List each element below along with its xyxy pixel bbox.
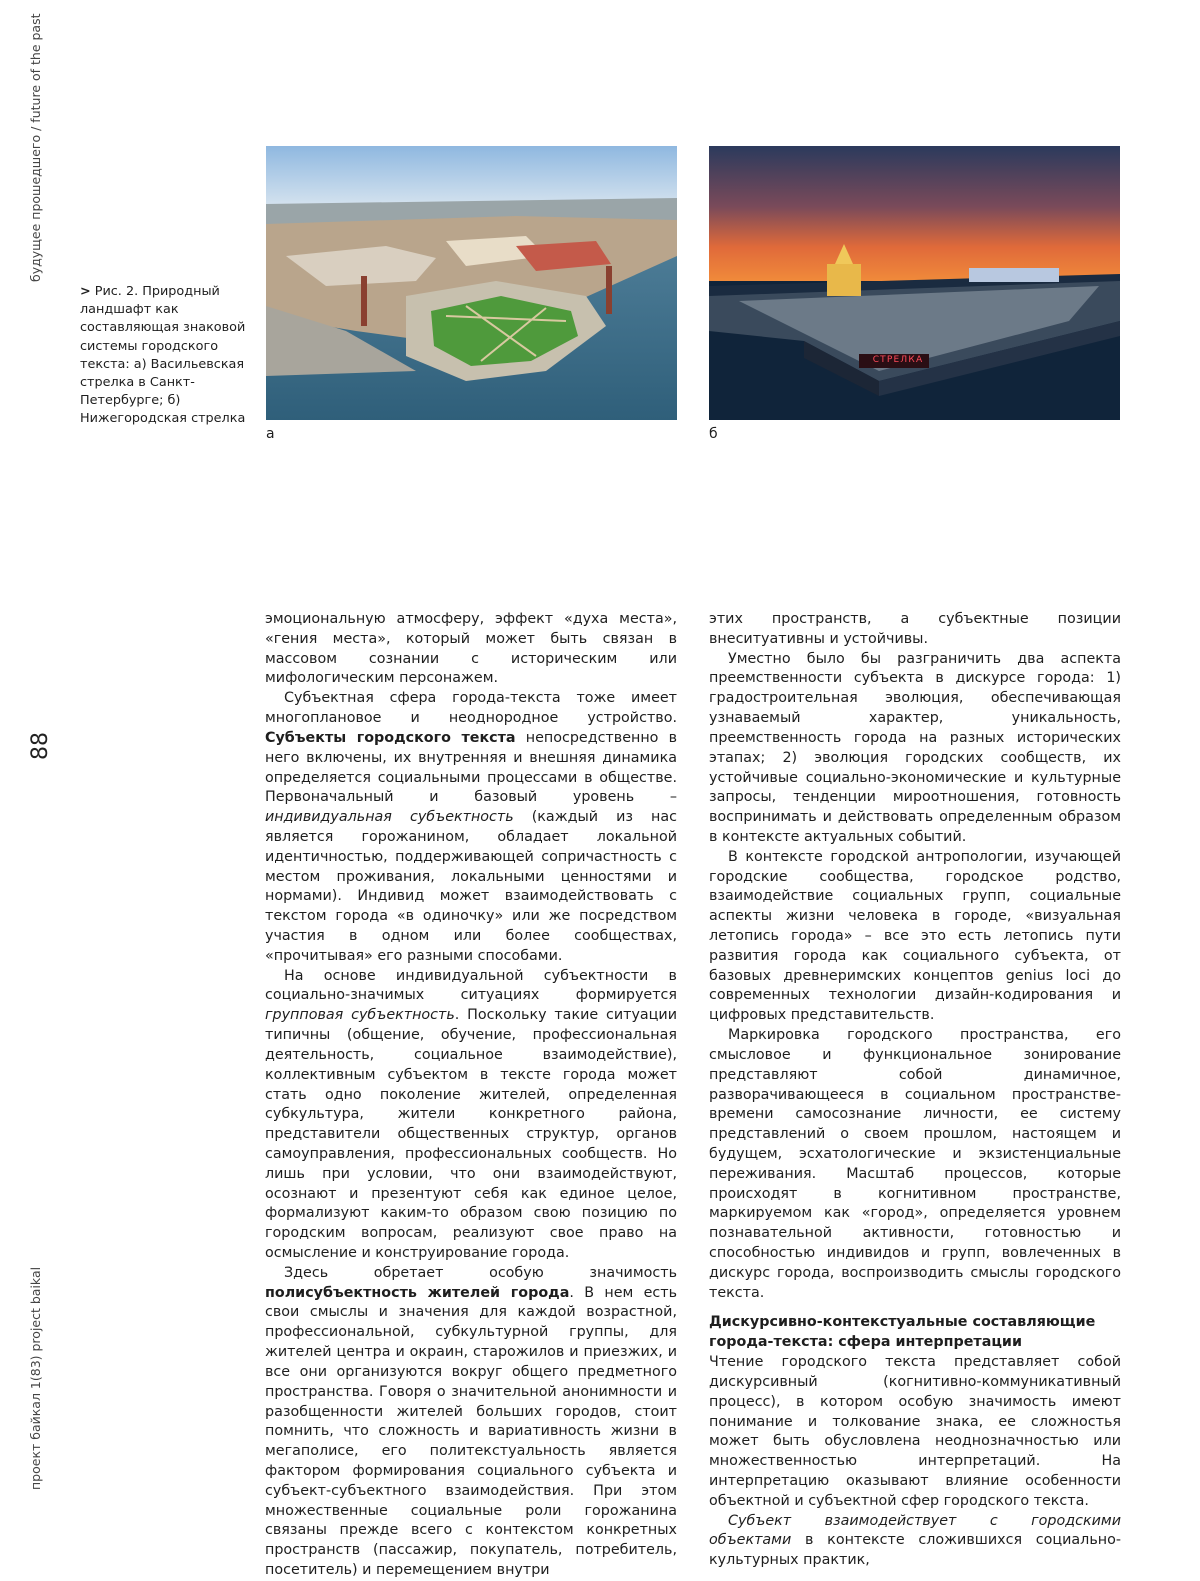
- paragraph: Уместно было бы разграничить два аспекта преемственности субъекта в дискурсе города: 1) градостроительная эволюция, обеспечивающая узнаваемый характер, уникальность, преемственность города на разных исторических этапах; 2) эволюция городских сообществ, их устойчивые социально-экономические и культурные запросы, тенденции мироотношения, готовность воспринимать и действовать определенным образом в контексте актуальных событий.: [709, 650, 1121, 845]
- photo-nizhny-novgorod-spit: [709, 146, 1120, 420]
- strelka-sign: СТРЕЛКА: [872, 355, 924, 365]
- article-column-right: [709, 610, 1121, 1571]
- photo-label-b: б: [709, 426, 718, 442]
- photo-vasilievsky-spit: [266, 146, 677, 420]
- paragraph: эмоциональную атмосферу, эффект «духа места», «гения места», который может быть связан в массовом сознании с историческим или мифологическим персонажем.: [265, 611, 677, 687]
- page-number: 88: [28, 732, 53, 760]
- paragraph: В контексте городской антропологии, изучающей городские сообщества, городское родство, взаимодействие социальных групп, социальные аспекты жизни человека в городе, «визуальная летопись города» – все это есть летопись пути развития города как социального субъекта, от базовых древнеримских концептов genius loci до современных технологии дизайн-кодирования и цифровых представительств.: [709, 848, 1121, 1024]
- article-column-left: [265, 610, 677, 1581]
- paragraph: Чтение городского текста представляет собой дискурсивный (когнитивно-коммуникативный процесс), в котором особую значимость имеют понимание и толкование знака, ее сложностья может быть обусловлена неоднозначностью или множественностью интерпретаций. На интерпретацию оказывают влияние особенности объектной и субъектной сфер городского текста.: [709, 1354, 1121, 1509]
- paragraph: Маркировка городского пространства, его смысловое и функциональное зонирование представляют собой динамичное, разворачивающееся в социальном пространстве-времени самосознание личности, ее систему представлений о своем прошлом, настоящем и будущем, эсхатологические и экзистенциальные переживания. Масштаб процессов, которые происходят в когнитивном пространстве, маркируемом как «город», определяется уровнем познавательной активности, готовностью и способностью индивидов и групп, вовлеченных в дискурс города, воспроизводить смыслы городского текста.: [709, 1027, 1121, 1301]
- running-header: будущее прошедшего / future of the past: [28, 13, 43, 282]
- paragraph: Субъект взаимодействует с городскими объектами в контексте сложившихся социально-культурных практик,: [709, 1512, 1121, 1569]
- italic-term: индивидуальная субъектность: [265, 809, 514, 826]
- paragraph: Здесь обретает особую значимость полисубъектность жителей города. В нем есть свои смыслы и значения для каждой возрастной, профессиональной, субкультурной группы, для жителей центра и окраин, старожилов и приезжих, и все они организуются вокруг общего предметного пространства. Говоря о значительной анонимности и разобщенности жителей больших городов, стоит помнить, что сложность и вариативность жизни в мегаполисе, его политекстуальность является фактором формирования социального субъекта и субъект-субъектного взаимодействия. При этом множественные социальные роли горожанина связаны прежде всего с контекстом конкретных пространств (пассажир, покупатель, потребитель, посетитель) и перемещением внутри: [265, 1264, 678, 1578]
- emphasis-term: Субъекты городского текста: [265, 729, 516, 746]
- italic-term: Субъект взаимодействует с городскими объектами: [709, 1512, 1121, 1549]
- caption-text: Рис. 2. Природный ландшафт как составляющая знаковой системы городского текста: а) Васильевская стрелка в Санкт-Петербурге; б) Нижегородская стрелка: [80, 284, 246, 427]
- paragraph: Субъектная сфера города-текста тоже имеет многоплановое и неоднородное устройство. Субъекты городского текста непосредственно в него включены, их внутренняя и внешняя динамика определяется социальными процессами в обществе. Первоначальный и базовый уровень – индивидуальная субъектность (каждый из нас является горожанином, обладает локальной идентичностью, поддерживающей сопричастность с местом проживания, локальными ценностями и нормами). Индивид может взаимодействовать с текстом города «в одиночку» или же посредством участия в одном или более сообществах, «прочитывая» его разными способами.: [265, 690, 677, 964]
- section-heading: Дискурсивно-контекстуальные составляющие города-текста: сфера интерпретации: [709, 1314, 1096, 1351]
- caption-arrow-icon: >: [80, 284, 91, 299]
- italic-term: групповая субъектность: [265, 1007, 455, 1024]
- paragraph: На основе индивидуальной субъектности в социально-значимых ситуациях формируется групповая субъектность. Поскольку такие ситуации типичны (общение, обучение, профессиональная деятельность, социальное взаимодействие), коллективным субъектом в тексте города может стать одно поколение жителей, определенная субкультура, жители конкретного района, представители общественных структур, органов самоуправления, профессиональных сообществ. Но лишь при условии, что они взаимодействуют, осознают и презентуют себя как единое целое, формализуют каким-то образом свою позицию по городским вопросам, реализуют свое право на осмысление и конструирование города.: [265, 967, 677, 1261]
- figure-caption: [80, 283, 258, 429]
- paragraph: этих пространств, а субъектные позиции внеситуативны и устойчивы.: [709, 611, 1121, 647]
- emphasis-term: полисубъектность жителей города: [265, 1284, 570, 1301]
- running-footer: проект байкал 1(83) project baikal: [28, 1266, 43, 1490]
- photo-label-a: а: [266, 426, 275, 442]
